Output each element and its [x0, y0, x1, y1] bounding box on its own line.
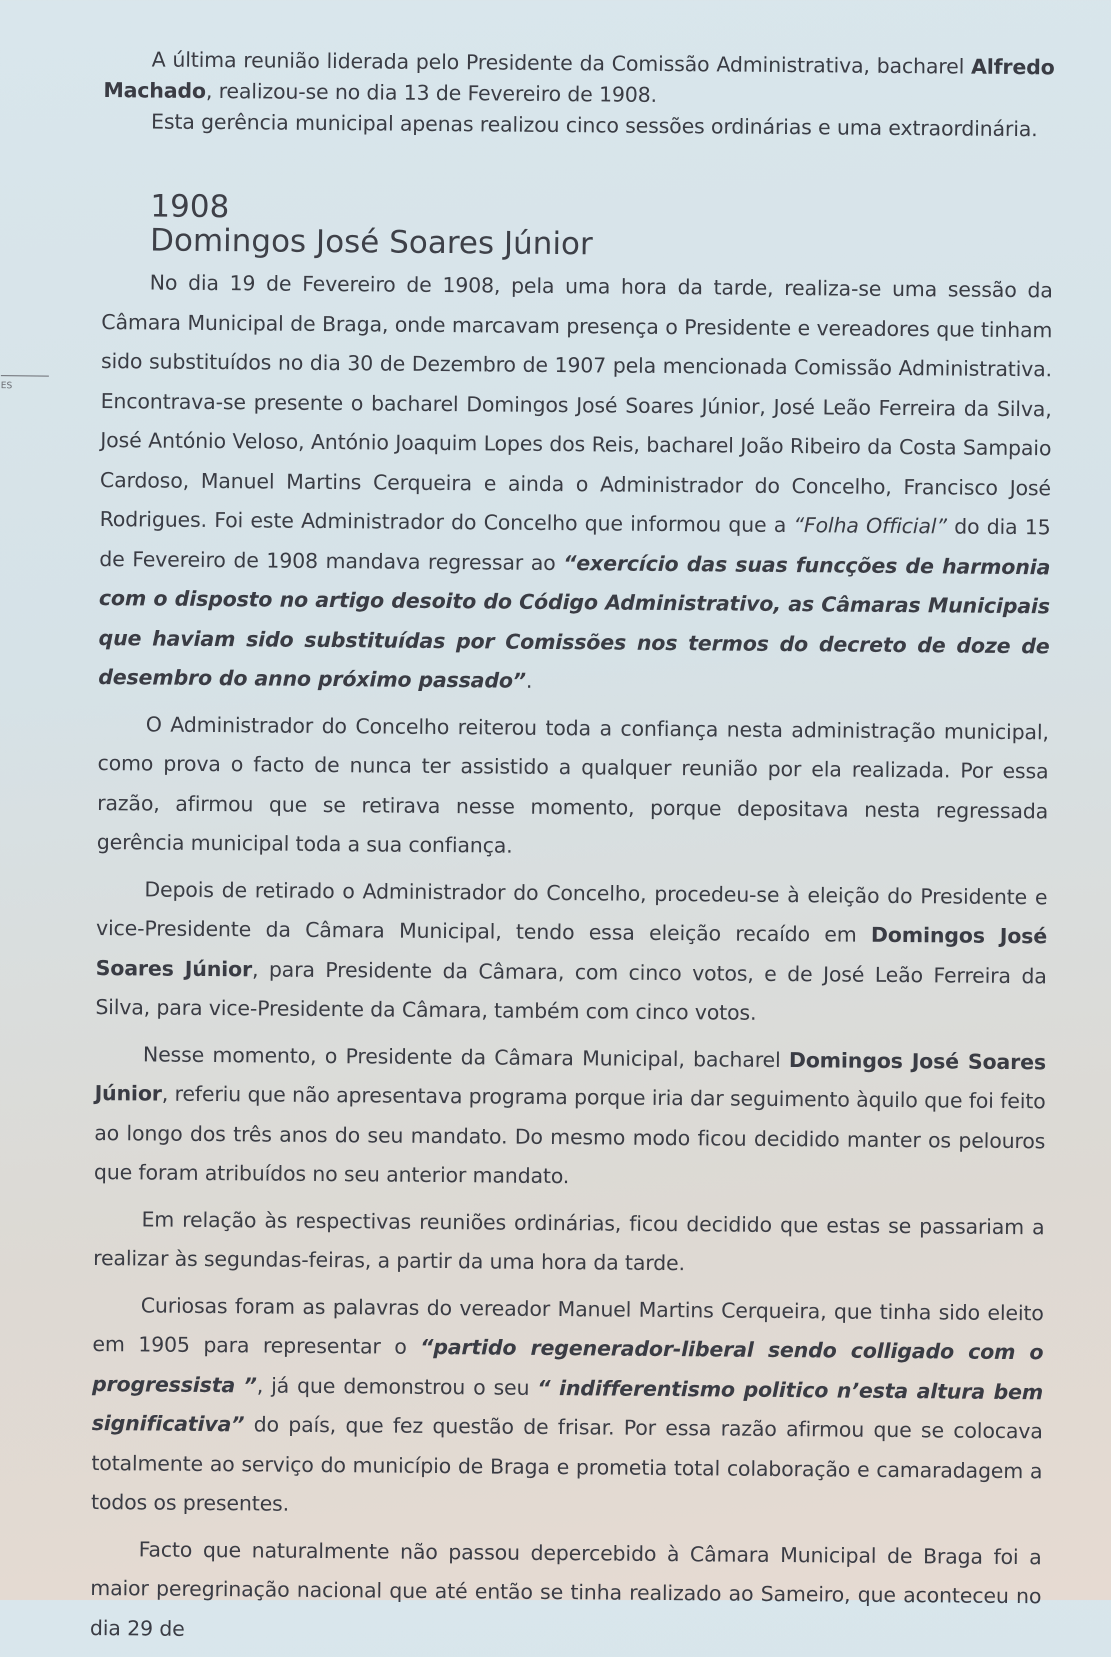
body-paragraph-6	[91, 1285, 1044, 1530]
body-paragraph-1	[98, 263, 1053, 706]
body-paragraph-4	[94, 1035, 1046, 1201]
body-p1-text-c: .	[525, 668, 533, 693]
body-paragraph-7	[90, 1529, 1042, 1656]
intro-p1-name: Alfredo Machado	[103, 54, 1055, 103]
body-p5-text: Em relação às respectivas reuniões ordinárias, ficou decidido que estas se passariam a realizar às segundas-feiras, a partir da uma hora da tarde.	[93, 1206, 1045, 1276]
body-p2-text: O Administrador do Concelho reiterou toda a confiança nesta administração municipal, como prova o facto de nunca ter assistido a qualquer reunião por ela realizada. Por essa razão, afirmou que se retirava nesse momento, porque depositava nesta regressada gerência municipal toda a sua confiança.	[96, 711, 1049, 858]
body-p4-name: Domingos José Soares Júnior	[94, 1047, 1047, 1106]
body-p1-folha: “Folha Official”	[793, 513, 947, 539]
body-p1-text-b: do dia 15 de Fevereiro de 1908 mandava regressar ao	[99, 514, 1051, 575]
body-paragraph-3	[95, 870, 1047, 1036]
section-year: 1908	[150, 188, 230, 226]
intro-p1-text-b: , realizou-se no dia 13 de Fevereiro de 1908.	[205, 78, 658, 107]
body-p6-quote-1: “partido regenerador-liberal sendo colligado com o progressista ”	[91, 1334, 1044, 1397]
body-p7-text: Facto que naturalmente não passou depercebido à Câmara Municipal de Braga foi a maior peregrinação nacional que até então se tinha realizado ao Sameiro, que aconteceu no dia 29 de	[89, 1536, 1042, 1641]
body-p3-text-b: , para Presidente da Câmara, com cinco votos, e de José Leão Ferreira da Silva, para vice-Presidente da Câmara, também com cinco votos.	[95, 956, 1047, 1025]
section-name: Domingos José Soares Júnior	[149, 222, 593, 263]
section-heading	[150, 189, 1054, 265]
body-p6-text-c: do país, que fez questão de frisar. Por essa razão afirmou que se colocava totalmente ao serviço do município de Braga e prometia total colaboração e camaradagem a todos os presentes.	[90, 1412, 1043, 1516]
body-p6-quote-2: “ indifferentismo politico n’esta altura bem significativa”	[91, 1375, 1044, 1437]
body-p3-text-a: Depois de retirado o Administrador do Concelho, procedeu-se à eleição do Presidente e vice-Presidente da Câmara Municipal, tendo essa eleição recaído em	[95, 876, 1048, 947]
body-p1-text-a: No dia 19 de Fevereiro de 1908, pela uma hora da tarde, realiza-se uma sessão da Câmara Municipal de Braga, onde marcavam presença o Presidente e vereadores que tinham sido substituídos no dia 30 de Dezembro de 1907 pela mencionada Comissão Administrativa. Encontrava-se presente o bacharel Domingos José Soares Júnior, José Leão Ferreira da Silva, José António Veloso, António Joaquim Lopes dos Reis, bacharel João Ribeiro da Costa Sampaio Cardoso, Manuel Martins Cerqueira e ainda o Administrador do Concelho, Francisco José Rodrigues. Foi este Administrador do Concelho que informou que a	[99, 270, 1053, 538]
intro-p2-text: Esta gerência municipal apenas realizou cinco sessões ordinárias e uma extraordinária.	[151, 109, 1038, 142]
body-paragraph-5	[93, 1199, 1045, 1286]
body-p4-text-a: Nesse momento, o Presidente da Câmara Municipal, bacharel	[142, 1041, 790, 1072]
body-p3-name: Domingos José Soares Júnior	[95, 922, 1048, 981]
body-p6-text-b: , já que demonstrou o seu	[256, 1372, 538, 1400]
body-p1-quote: “exercício das suas funcções de harmonia com o disposto no artigo desoito do Código Administrativo, as Câmaras Municipais que haviam sido substituídas por Comissões nos termos do decreto de doze de desembro do anno próximo passado”	[98, 550, 1051, 693]
margin-mark: ES	[0, 381, 13, 392]
margin-rule	[1, 375, 49, 376]
body-p6-text-a: Curiosas foram as palavras do vereador Manuel Martins Cerqueira, que tinha sido eleito em 1905 para representar o	[92, 1292, 1044, 1359]
intro-paragraph-1	[103, 44, 1055, 114]
intro-p1-text-a: A última reunião liderada pelo Presidente da Comissão Administrativa, bacharel	[151, 47, 972, 79]
body-p4-text-b: , referiu que não apresentava programa porque iria dar seguimento àquilo que foi feito ao longo dos três anos do seu mandato. Do mesmo modo ficou decidido manter os pelouros que foram atribuídos no seu anterior mandato.	[93, 1081, 1046, 1189]
body-paragraph-2	[97, 705, 1049, 871]
